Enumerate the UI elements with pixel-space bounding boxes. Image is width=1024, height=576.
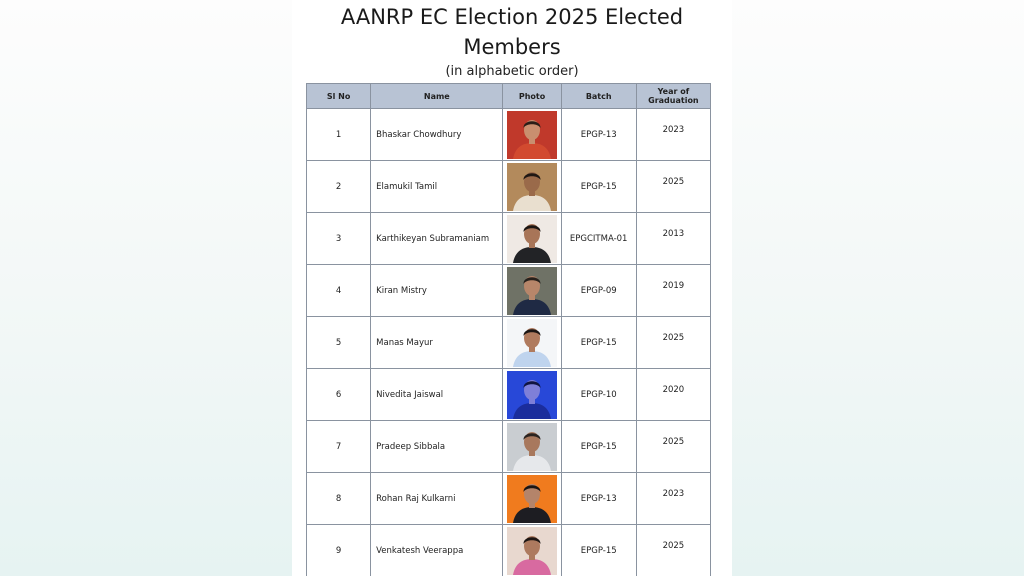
cell-year: 2023 <box>636 473 710 525</box>
cell-year: 2013 <box>636 213 710 265</box>
cell-year: 2025 <box>636 525 710 576</box>
header-name: Name <box>371 84 503 109</box>
cell-name: Kiran Mistry <box>371 265 503 317</box>
portrait-image <box>507 423 557 471</box>
cell-sl-no: 5 <box>307 317 371 369</box>
cell-sl-no: 4 <box>307 265 371 317</box>
portrait-image <box>507 111 557 159</box>
member-photo <box>507 111 557 159</box>
table-row <box>307 421 711 473</box>
cell-photo <box>503 421 561 473</box>
table-row <box>307 213 711 265</box>
portrait-image <box>507 475 557 523</box>
portrait-image <box>507 163 557 211</box>
cell-name: Karthikeyan Subramaniam <box>371 213 503 265</box>
cell-photo <box>503 317 561 369</box>
cell-year: 2025 <box>636 161 710 213</box>
cell-year: 2023 <box>636 109 710 161</box>
table-row <box>307 317 711 369</box>
table-row <box>307 369 711 421</box>
cell-year: 2025 <box>636 421 710 473</box>
member-photo <box>507 267 557 315</box>
cell-name: Manas Mayur <box>371 317 503 369</box>
cell-photo <box>503 213 561 265</box>
cell-batch: EPGP-13 <box>561 109 636 161</box>
header-sl-no: Sl No <box>307 84 371 109</box>
table-row <box>307 265 711 317</box>
portrait-image <box>507 371 557 419</box>
portrait-image <box>507 319 557 367</box>
member-photo <box>507 163 557 211</box>
cell-photo <box>503 109 561 161</box>
cell-name: Rohan Raj Kulkarni <box>371 473 503 525</box>
cell-batch: EPGP-15 <box>561 525 636 576</box>
cell-batch: EPGP-09 <box>561 265 636 317</box>
table-row <box>307 109 711 161</box>
cell-photo <box>503 265 561 317</box>
portrait-image <box>507 215 557 263</box>
cell-year: 2025 <box>636 317 710 369</box>
document-title-line1: AANRP EC Election 2025 Elected <box>340 5 684 29</box>
cell-sl-no: 8 <box>307 473 371 525</box>
document-page <box>292 0 732 576</box>
table-row <box>307 161 711 213</box>
cell-batch: EPGP-15 <box>561 317 636 369</box>
cell-name: Venkatesh Veerappa <box>371 525 503 576</box>
header-batch: Batch <box>561 84 636 109</box>
background-left <box>0 0 292 576</box>
cell-name: Nivedita Jaiswal <box>371 369 503 421</box>
member-photo <box>507 215 557 263</box>
cell-batch: EPGP-10 <box>561 369 636 421</box>
cell-sl-no: 6 <box>307 369 371 421</box>
portrait-image <box>507 267 557 315</box>
cell-sl-no: 9 <box>307 525 371 576</box>
header-photo: Photo <box>503 84 561 109</box>
member-photo <box>507 475 557 523</box>
cell-name: Pradeep Sibbala <box>371 421 503 473</box>
cell-photo <box>503 161 561 213</box>
header-year-line1: Year of <box>657 87 690 96</box>
member-photo <box>507 527 557 575</box>
header-year <box>636 84 710 109</box>
cell-photo <box>503 525 561 576</box>
table-row <box>307 473 711 525</box>
cell-photo <box>503 473 561 525</box>
member-photo <box>507 423 557 471</box>
member-photo <box>507 319 557 367</box>
table-row <box>307 525 711 576</box>
cell-sl-no: 3 <box>307 213 371 265</box>
cell-sl-no: 7 <box>307 421 371 473</box>
document-title-line2: Members <box>463 35 561 59</box>
members-table <box>306 83 711 576</box>
cell-year: 2020 <box>636 369 710 421</box>
cell-batch: EPGP-15 <box>561 161 636 213</box>
cell-batch: EPGP-15 <box>561 421 636 473</box>
cell-batch: EPGP-13 <box>561 473 636 525</box>
header-year-line2: Graduation <box>648 96 699 105</box>
member-photo <box>507 371 557 419</box>
document-subtitle: (in alphabetic order) <box>445 64 579 79</box>
background-right <box>732 0 1024 576</box>
cell-sl-no: 1 <box>307 109 371 161</box>
portrait-image <box>507 527 557 575</box>
cell-name: Elamukil Tamil <box>371 161 503 213</box>
cell-batch: EPGCITMA-01 <box>561 213 636 265</box>
cell-sl-no: 2 <box>307 161 371 213</box>
cell-photo <box>503 369 561 421</box>
cell-year: 2019 <box>636 265 710 317</box>
table-header-row <box>307 84 711 109</box>
cell-name: Bhaskar Chowdhury <box>371 109 503 161</box>
